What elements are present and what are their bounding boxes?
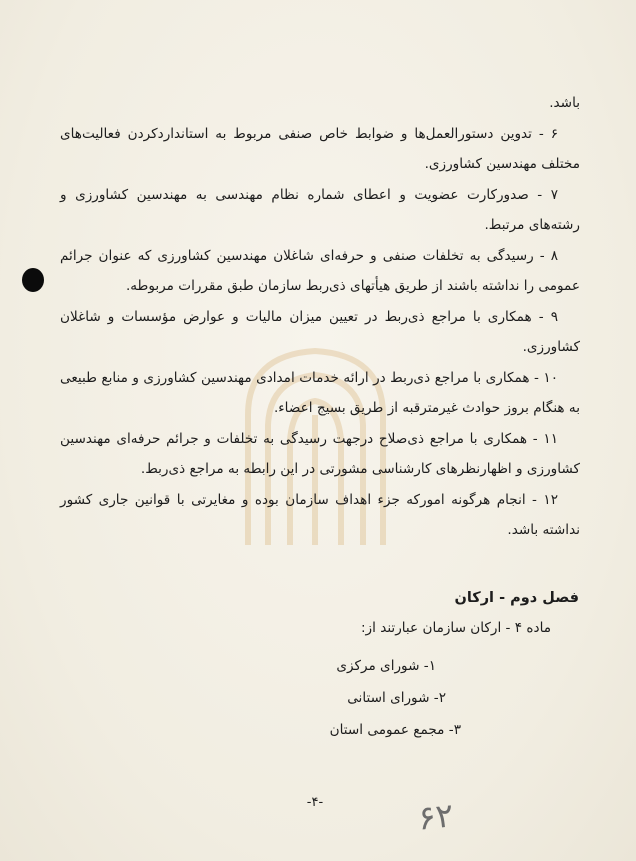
paragraph: ۱۱ - همکاری با مراجع ذی‌صلاح درجهت رسیدگی به تخلفات و جرائم حرفه‌ای مهندسین کشاورزی و اظهارنظرهای کارشناسی مشورتی در این رابطه به مراجع ذی‌ربط. <box>60 430 580 477</box>
paragraph: ۱۲ - انجام هرگونه امورکه جزء اهداف سازمان بوده و مغایرتی با قوانین جاری کشور نداشته باشد. <box>60 491 580 538</box>
list-item: ۳- مجمع عمومی استان <box>329 722 461 738</box>
organs-list <box>176 650 576 746</box>
paragraph: ۱۰ - همکاری با مراجع ذی‌ربط در ارائه خدمات امدادی مهندسین کشاورزی و منابع طبیعی به هنگام بروز حوادث غیرمترقبه از طریق بسیج اعضاء. <box>60 369 580 416</box>
list-item: ۲- شورای استانی <box>347 690 446 706</box>
list-item: ۱- شورای مرکزی <box>336 658 436 674</box>
paragraph: ۹ - همکاری با مراجع ذی‌ربط در تعیین میزان مالیات و عوارض مؤسسات و شاغلان کشاورزی. <box>60 308 580 355</box>
paragraph: باشد. <box>549 95 580 111</box>
page-number: -۴- <box>306 795 324 810</box>
paragraph: ۶ - تدوین دستورالعمل‌ها و ضوابط خاص صنفی مربوط به استانداردکردن فعالیت‌های مختلف مهندسین کشاورزی. <box>60 125 580 172</box>
section-title: فصل دوم - ارکان <box>454 590 579 606</box>
paragraph: ۷ - صدورکارت عضویت و اعطای شماره نظام مهندسی به مهندسین کشاورزی و رشته‌های مرتبط. <box>60 186 580 233</box>
paragraph: ۸ - رسیدگی به تخلفات صنفی و حرفه‌ای شاغلان مهندسین کشاورزی که عنوان جرائم عمومی را نداشته باشند از طریق هیأتهای ذی‌ربط سازمان طبق مقررات مربوطه. <box>60 247 580 294</box>
article-heading: ماده ۴ - ارکان سازمان عبارتند از: <box>360 620 551 636</box>
punch-hole <box>22 268 44 292</box>
body-text <box>60 88 580 546</box>
handwritten-number: ۶۲ <box>416 795 456 838</box>
